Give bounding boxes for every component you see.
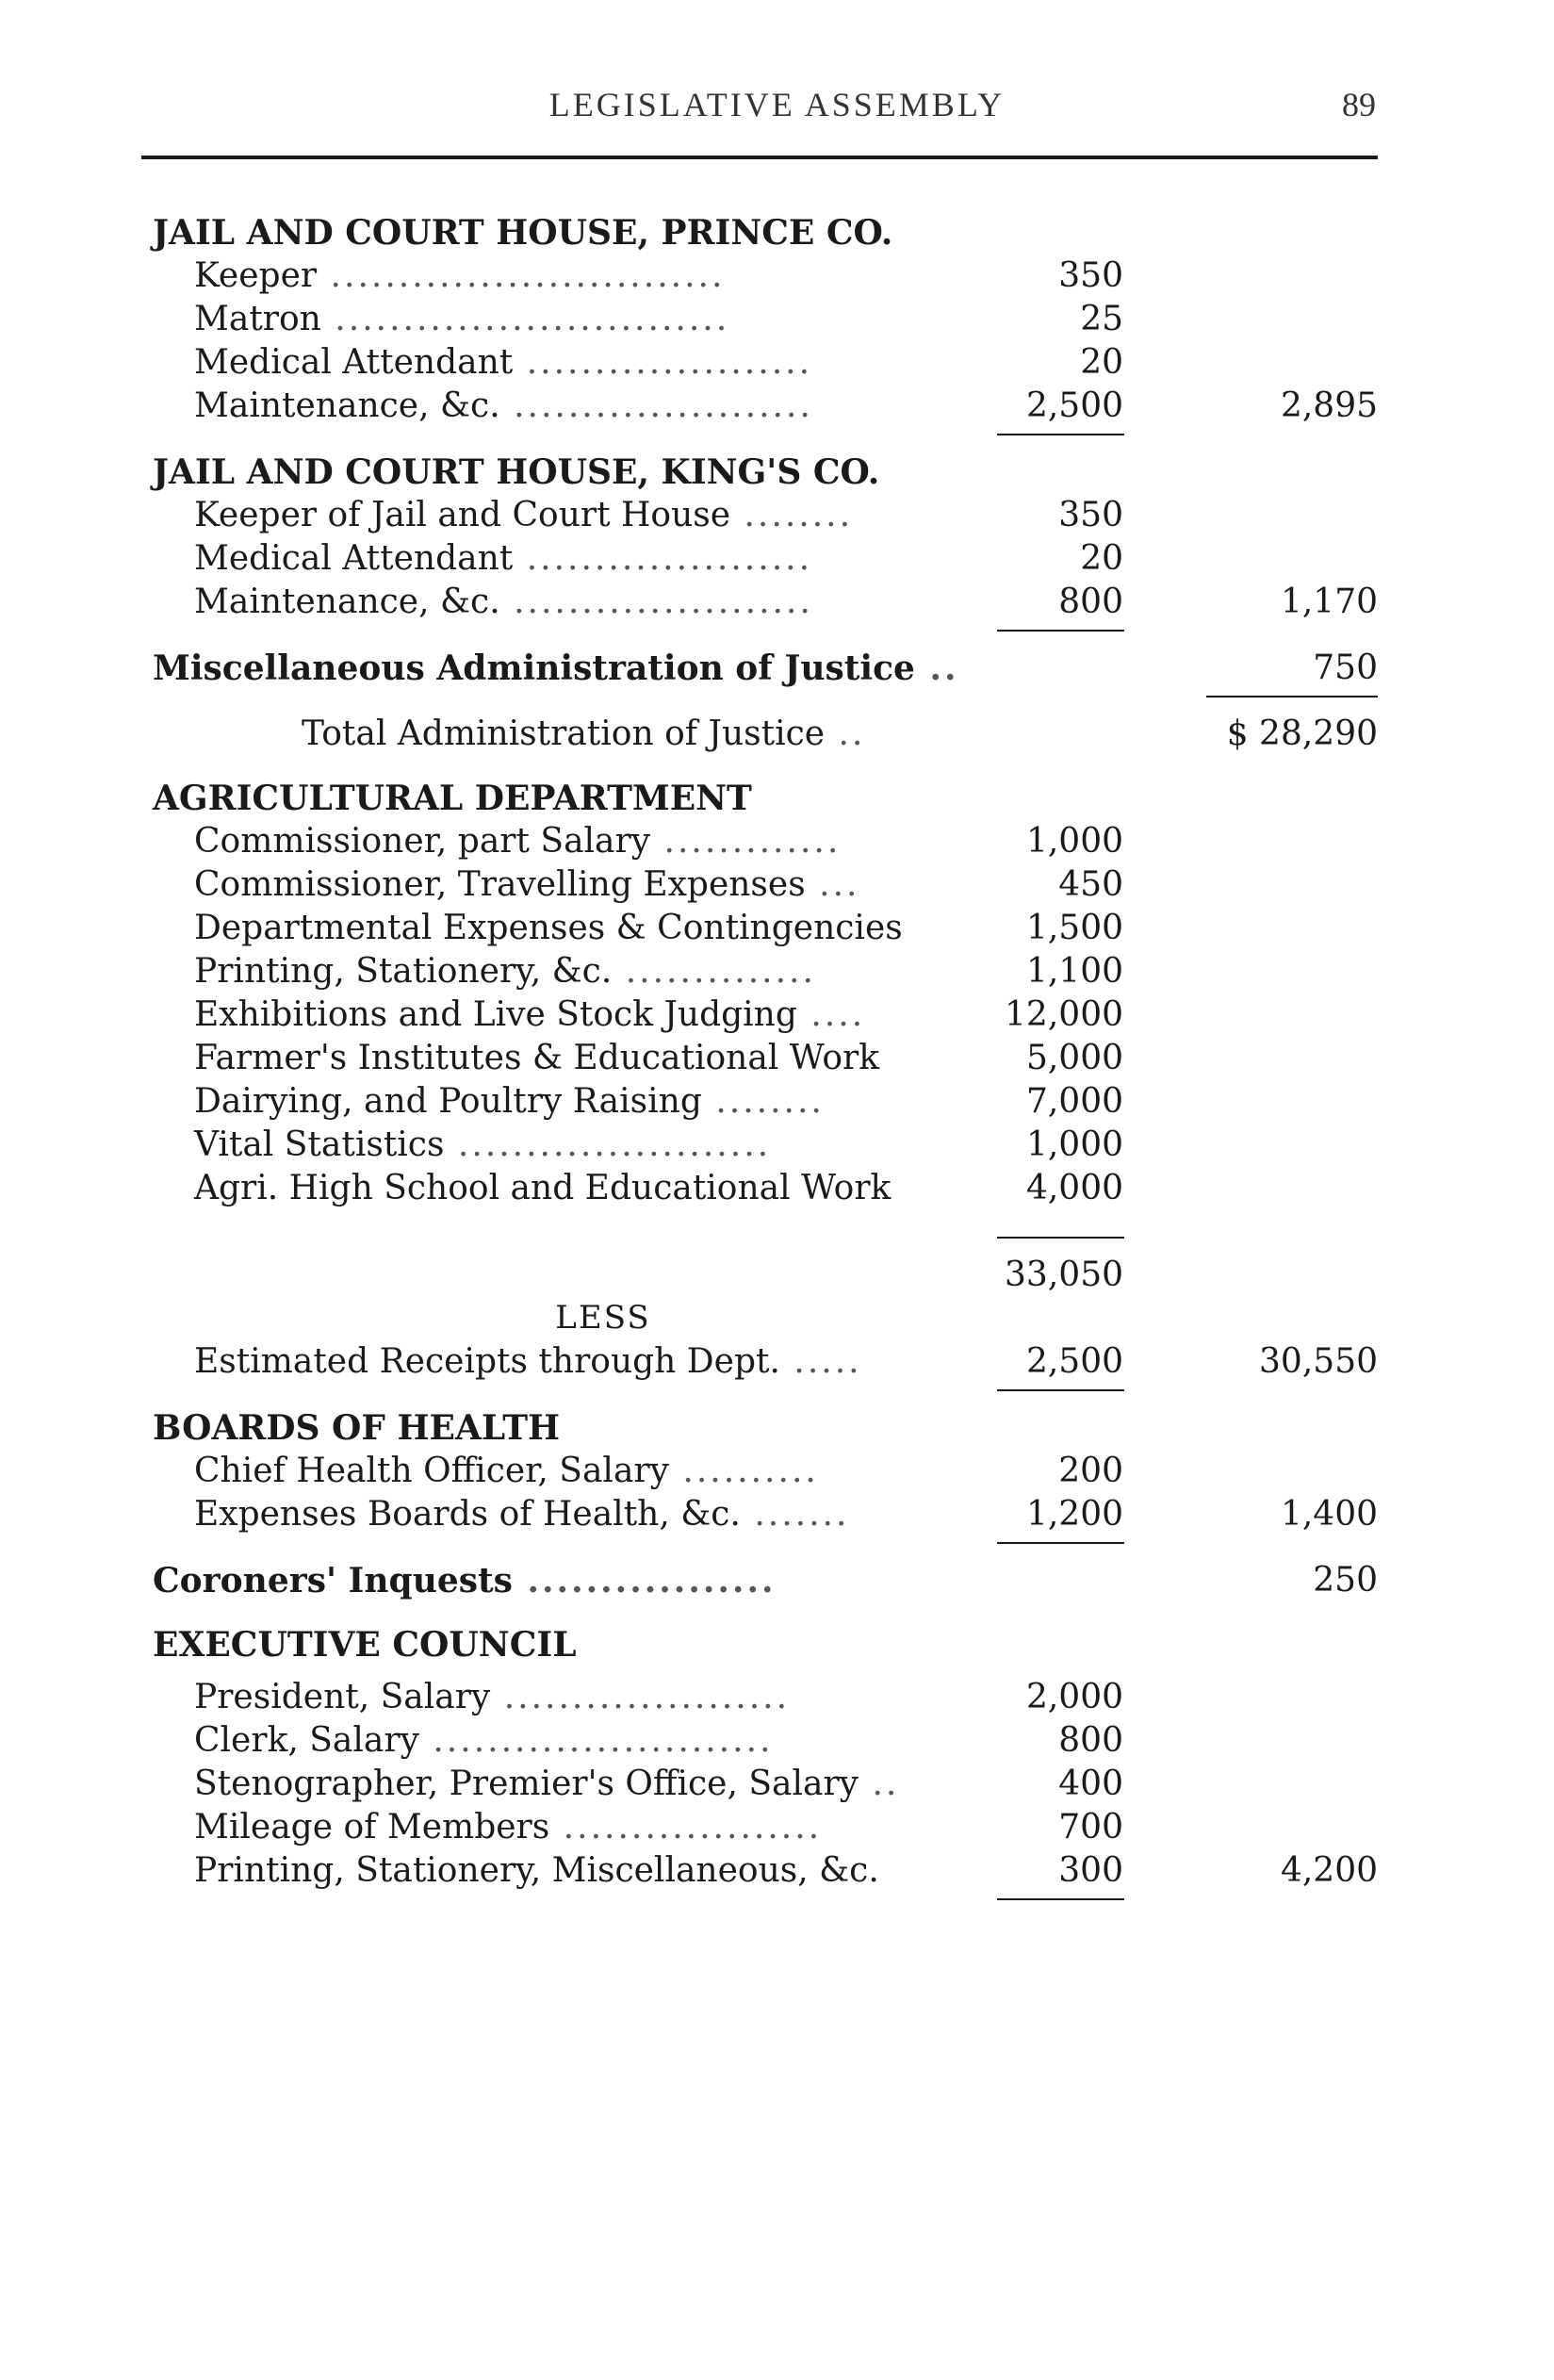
line-item xyxy=(0,816,1554,860)
line-item xyxy=(0,1033,1554,1076)
item-label: Matron xyxy=(194,300,321,338)
grand-total: $ 28,290 xyxy=(1226,714,1378,753)
item-label: Printing, Stationery, Miscellaneous, &c. xyxy=(194,1851,879,1890)
line-item xyxy=(0,577,1554,620)
line-item xyxy=(0,1672,1554,1715)
leader-dots: ..................... xyxy=(513,343,813,382)
section-heading-agriculture xyxy=(0,773,1554,816)
leader-dots: ....... xyxy=(740,1495,850,1534)
subtotal-rule xyxy=(997,1542,1124,1544)
item-label: Stenographer, Premier's Office, Salary xyxy=(194,1764,859,1803)
leader-dots: ......................... xyxy=(418,1721,774,1760)
line-item xyxy=(0,1489,1554,1533)
total-rule xyxy=(1206,696,1378,698)
item-amount: 800 xyxy=(1058,1721,1123,1760)
item-amount: 2,500 xyxy=(1025,1342,1123,1381)
leader-dots: ........ xyxy=(701,1082,825,1121)
item-label: Medical Attendant xyxy=(194,343,514,382)
item-amount: 1,000 xyxy=(1025,1125,1123,1164)
leader-dots: ................. xyxy=(512,1561,777,1600)
leader-dots: ............................. xyxy=(317,256,726,295)
item-amount: 1,100 xyxy=(1025,952,1123,991)
line-item xyxy=(0,946,1554,990)
coroners-row xyxy=(0,1555,1554,1599)
item-amount: 25 xyxy=(1080,300,1123,338)
section-heading-executive xyxy=(0,1619,1554,1663)
item-amount: 1,200 xyxy=(1025,1495,1123,1534)
agriculture-subtotal-row xyxy=(0,1250,1554,1293)
item-amount: 400 xyxy=(1058,1764,1123,1803)
leader-dots: .. xyxy=(859,1764,900,1803)
item-amount: 200 xyxy=(1058,1452,1123,1490)
total-label: Total Administration of Justice xyxy=(302,714,826,753)
section-heading-jail-prince xyxy=(0,207,1554,251)
misc-justice-row xyxy=(0,643,1554,686)
leader-dots: .... xyxy=(796,995,866,1034)
line-item xyxy=(0,1802,1554,1846)
section-total: 4,200 xyxy=(1280,1851,1378,1890)
leader-dots: .. xyxy=(825,714,866,753)
item-label: Maintenance, &c. xyxy=(194,386,500,425)
leader-dots: ............................. xyxy=(320,300,730,338)
item-amount: 300 xyxy=(1058,1851,1123,1890)
section-title: Miscellaneous Administration of Justice xyxy=(153,648,915,688)
item-label: Printing, Stationery, &c. xyxy=(194,952,613,991)
section-title: Coroners' Inquests xyxy=(153,1561,513,1600)
leader-dots: ........ xyxy=(730,496,854,534)
section-title: EXECUTIVE COUNCIL xyxy=(153,1625,577,1665)
item-amount: 350 xyxy=(1058,496,1123,534)
item-amount: 350 xyxy=(1058,256,1123,295)
line-item xyxy=(0,1076,1554,1120)
item-amount: 20 xyxy=(1080,539,1123,578)
section-total: 1,400 xyxy=(1280,1495,1378,1534)
item-label: Keeper xyxy=(194,256,318,295)
line-item xyxy=(0,1163,1554,1206)
total-justice-row xyxy=(0,709,1554,752)
subtotal-rule xyxy=(997,1237,1124,1239)
item-label: Estimated Receipts through Dept. xyxy=(194,1342,780,1381)
item-amount: 800 xyxy=(1058,583,1123,621)
line-item xyxy=(0,1846,1554,1889)
line-item xyxy=(0,533,1554,577)
line-item xyxy=(0,1446,1554,1489)
leader-dots: ................... xyxy=(549,1808,823,1847)
leader-dots: ...................... xyxy=(499,583,813,621)
leader-dots: ..................... xyxy=(513,539,813,578)
line-item xyxy=(0,1759,1554,1802)
item-amount: 4,000 xyxy=(1025,1169,1123,1207)
section-total: 250 xyxy=(1313,1561,1378,1600)
line-item xyxy=(0,490,1554,533)
item-label: Commissioner, Travelling Expenses xyxy=(194,865,806,904)
item-label: Maintenance, &c. xyxy=(194,583,500,621)
section-total: 750 xyxy=(1313,648,1378,687)
section-total: 2,895 xyxy=(1280,386,1378,425)
line-item xyxy=(0,1120,1554,1163)
section-heading-jail-kings xyxy=(0,447,1554,490)
section-title: JAIL AND COURT HOUSE, PRINCE CO. xyxy=(153,213,893,253)
item-amount: 2,500 xyxy=(1025,386,1123,425)
subtotal-amount: 33,050 xyxy=(1005,1256,1123,1294)
leader-dots: ..................... xyxy=(490,1678,791,1716)
item-amount: 1,500 xyxy=(1025,909,1123,947)
item-amount: 1,000 xyxy=(1025,822,1123,861)
item-label: Mileage of Members xyxy=(194,1808,550,1847)
item-label: Clerk, Salary xyxy=(194,1721,419,1760)
item-amount: 7,000 xyxy=(1025,1082,1123,1121)
line-item xyxy=(0,860,1554,903)
leader-dots: ....................... xyxy=(444,1125,772,1164)
header-rule xyxy=(141,156,1378,159)
leader-dots: ............. xyxy=(650,822,842,861)
line-item xyxy=(0,1715,1554,1759)
leader-dots: .......... xyxy=(668,1452,819,1490)
item-amount: 450 xyxy=(1058,865,1123,904)
item-label: President, Salary xyxy=(194,1678,491,1716)
item-amount: 2,000 xyxy=(1025,1678,1123,1716)
less-row xyxy=(0,1293,1554,1337)
item-amount: 12,000 xyxy=(1005,995,1123,1034)
line-item xyxy=(0,251,1554,294)
line-item xyxy=(0,381,1554,424)
leader-dots: ...................... xyxy=(499,386,813,425)
item-label: Chief Health Officer, Salary xyxy=(194,1452,669,1490)
running-title: LEGISLATIVE ASSEMBLY xyxy=(548,86,1006,123)
item-label: Farmer's Institutes & Educational Work xyxy=(194,1039,880,1077)
line-item xyxy=(0,903,1554,946)
leader-dots: .. xyxy=(914,648,959,688)
subtotal-rule xyxy=(997,1389,1124,1391)
estimates-list xyxy=(0,207,1554,1912)
item-label: Expenses Boards of Health, &c. xyxy=(194,1495,741,1534)
item-amount: 5,000 xyxy=(1025,1039,1123,1077)
item-amount: 700 xyxy=(1058,1808,1123,1847)
subtotal-rule xyxy=(997,1898,1124,1900)
section-title: JAIL AND COURT HOUSE, KING'S CO. xyxy=(153,452,880,492)
item-label: Keeper of Jail and Court House xyxy=(194,496,731,534)
section-heading-health xyxy=(0,1403,1554,1446)
line-item xyxy=(0,990,1554,1033)
item-label: Medical Attendant xyxy=(194,539,514,578)
section-total: 30,550 xyxy=(1259,1342,1378,1381)
item-amount: 20 xyxy=(1080,343,1123,382)
subtotal-rule xyxy=(997,434,1124,435)
item-label: Vital Statistics xyxy=(194,1125,445,1164)
section-total: 1,170 xyxy=(1280,583,1378,621)
less-label: LESS xyxy=(555,1299,651,1337)
line-item xyxy=(0,337,1554,381)
section-title: AGRICULTURAL DEPARTMENT xyxy=(153,779,752,818)
item-label: Departmental Expenses & Contingencies xyxy=(194,909,903,947)
item-label: Dairying, and Poultry Raising xyxy=(194,1082,702,1121)
leader-dots: ..... xyxy=(779,1342,862,1381)
item-label: Commissioner, part Salary xyxy=(194,822,651,861)
item-label: Agri. High School and Educational Work xyxy=(194,1169,892,1207)
leader-dots: ... xyxy=(805,865,860,904)
page-number: 89 xyxy=(1342,86,1376,123)
line-item xyxy=(0,294,1554,337)
line-item xyxy=(0,1337,1554,1380)
leader-dots: .............. xyxy=(612,952,816,991)
subtotal-rule xyxy=(997,630,1124,632)
item-label: Exhibitions and Live Stock Judging xyxy=(194,995,797,1034)
section-title: BOARDS OF HEALTH xyxy=(153,1408,561,1448)
